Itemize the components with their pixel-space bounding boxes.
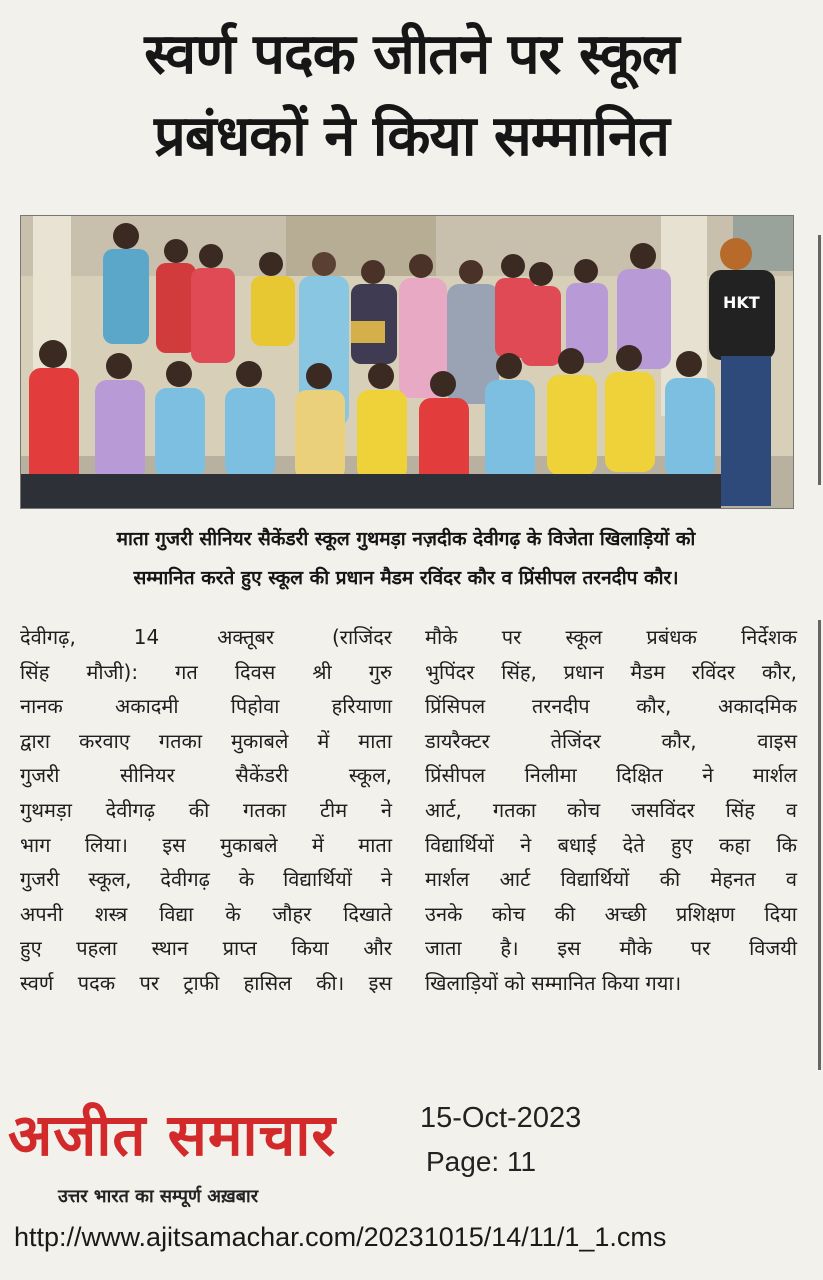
text-line: स्वर्ण पदक पर ट्राफी हासिल की। इस [20,970,392,995]
adjacent-column-edge [818,235,821,485]
source-url: http://www.ajitsamachar.com/20231015/14/11/1_1.cms [14,1222,667,1252]
masthead-logo: अजीत समाचार [8,1101,337,1169]
text-line: मौके पर स्कूल प्रबंधक निर्देशक [425,625,797,649]
text-line: नानक अकादमी पिहोवा हरियाणा [20,694,392,719]
text-line: सिंह मौजी): गत दिवस श्री गुरु [20,659,392,684]
group-photo-illustration [21,216,793,508]
text-line: प्रिंसिपल तरनदीप कौर, अकादमिक [425,694,797,719]
article-column-right [425,620,797,1001]
text-line: विद्यार्थियों ने बधाई देते हुए कहा कि [425,832,797,857]
text-line: देवीगढ़, 14 अक्तूबर (राजिंदर [20,625,392,649]
publication-date: 15-Oct-2023 [420,1102,582,1134]
text-line: उनके कोच की अच्छी प्रशिक्षण दिया [425,901,797,926]
page-number: Page: 11 [426,1146,537,1177]
shirt-print: HKT [723,293,760,312]
text-line: गुजरी सीनियर सैकेंडरी स्कूल, [20,763,392,788]
text-line: गुजरी स्कूल, देवीगढ़ के विद्यार्थियों ने [20,867,392,892]
text-line: गुथमड़ा देवीगढ़ की गतका टीम ने [20,797,392,822]
adjacent-column-edge [818,620,821,1070]
text-line: भाग लिया। इस मुकाबले में माता [20,832,392,857]
headline [0,14,823,178]
caption-line-1: माता गुजरी सीनियर सैकेंडरी स्कूल गुथमड़ा नज़दीक देवीगढ़ के विजेता खिलाड़ियों को [116,528,696,550]
masthead-tagline: उत्तर भारत का सम्पूर्ण अख़बार [58,1186,259,1207]
text-line: आर्ट, गतका कोच जसविंदर सिंह व [425,797,797,822]
group-photo [20,215,794,509]
photo-caption [20,520,792,598]
headline-line-2: प्रबंधकों ने किया सम्मानित [154,104,669,169]
text-line: जाता है। इस मौके पर विजयी [425,936,797,961]
text-line: खिलाड़ियों को सम्मानित किया गया। [425,970,682,995]
text-line: भुपिंदर सिंह, प्रधान मैडम रविंदर कौर, [425,659,797,684]
text-line: हुए पहला स्थान प्राप्त किया और [20,936,392,961]
text-line: द्वारा करवाए गतका मुकाबले में माता [20,728,392,753]
caption-line-2: सम्मानित करते हुए स्कूल की प्रधान मैडम रविंदर कौर व प्रिंसीपल तरनदीप कौर। [133,567,679,589]
text-line: प्रिंसीपल निलीमा दिक्षित ने मार्शल [425,763,797,788]
text-line: अपनी शस्त्र विद्या के जौहर दिखाते [20,901,392,926]
text-line: मार्शल आर्ट विद्यार्थियों की मेहनत व [425,867,797,892]
headline-line-1: स्वर्ण पदक जीतने पर स्कूल [144,22,679,87]
article-column-left [20,620,392,1001]
text-line: डायरैक्टर तेजिंदर कौर, वाइस [425,728,797,753]
